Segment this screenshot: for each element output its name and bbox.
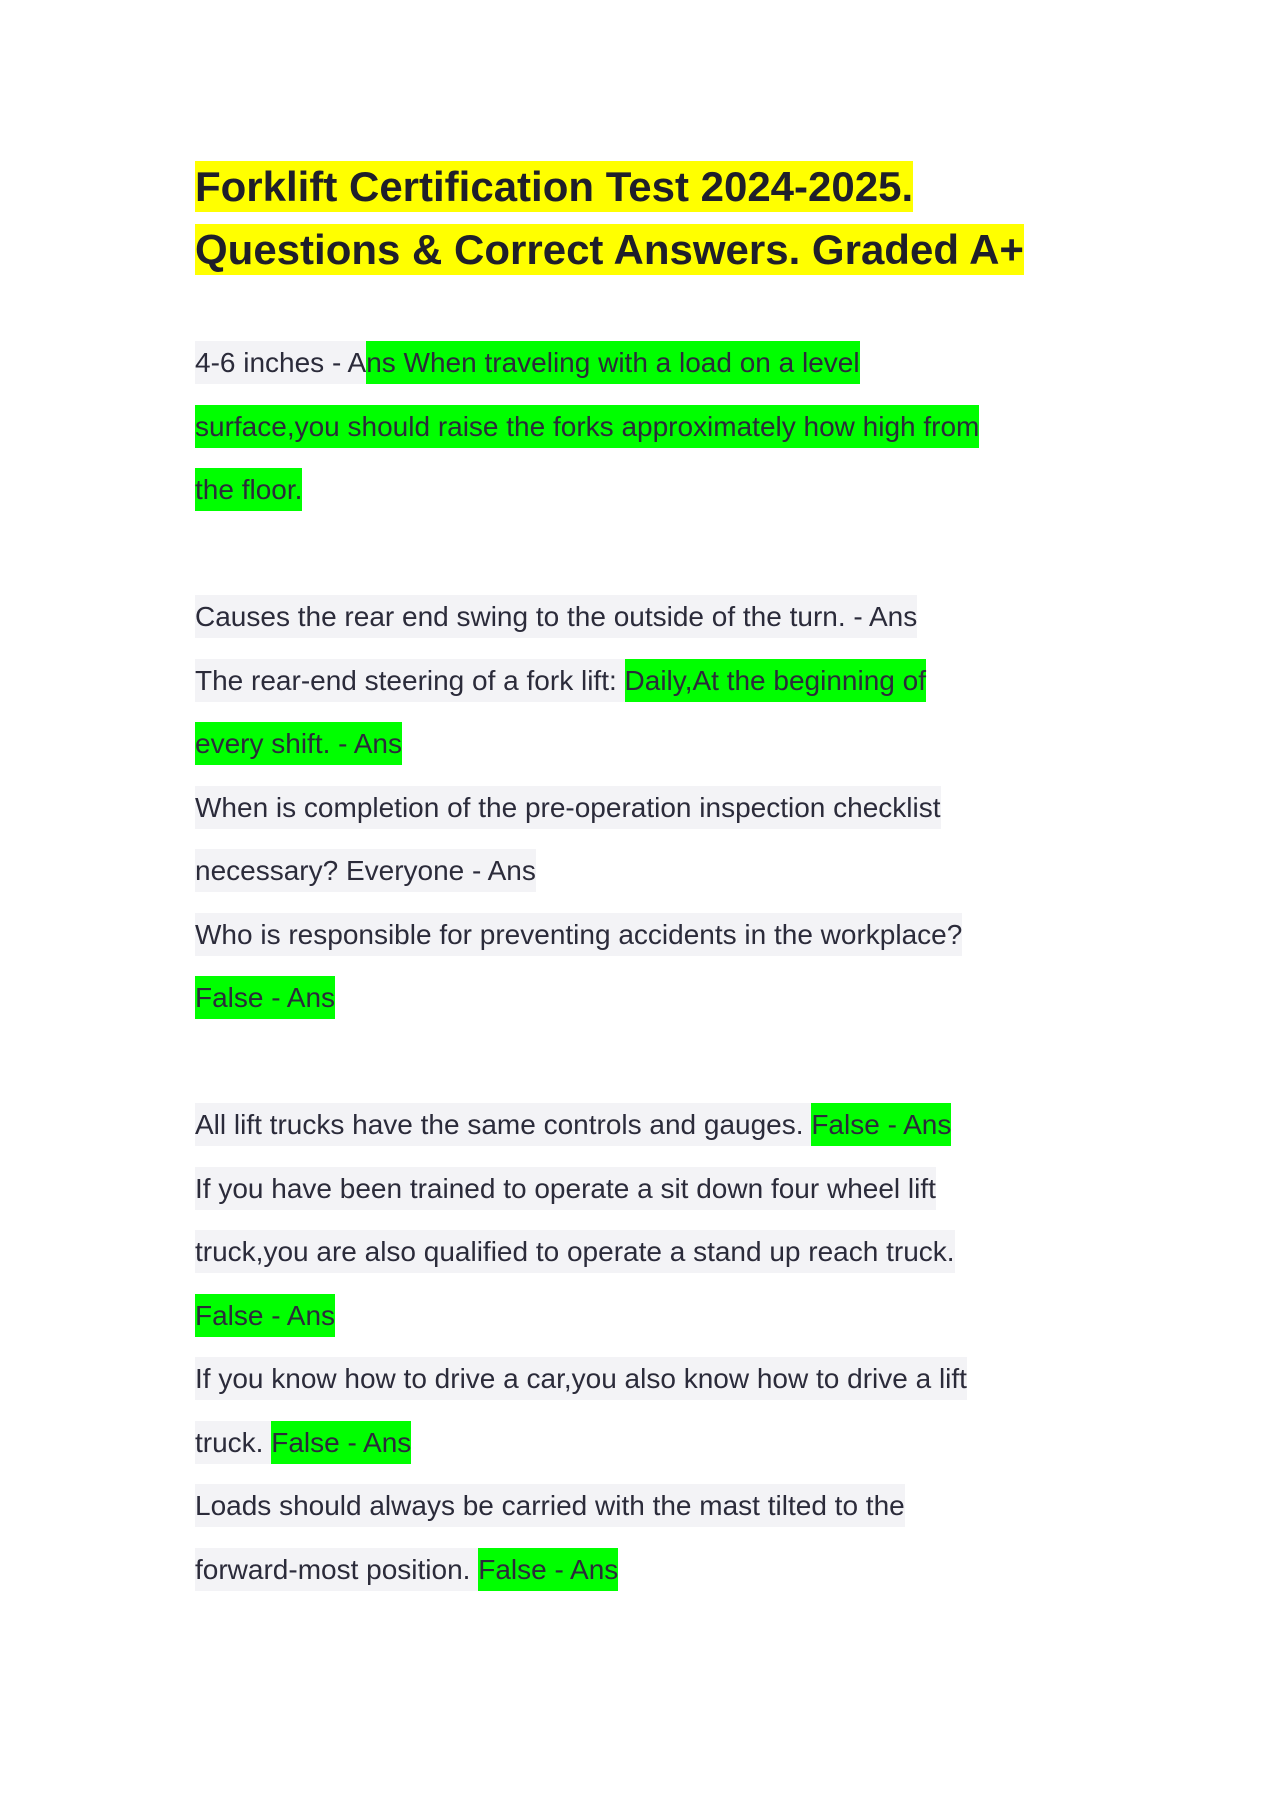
text-line	[195, 1220, 1105, 1284]
document-page	[195, 155, 1105, 1601]
highlighted-text: ns When traveling with a load on a level	[366, 341, 859, 384]
text-line	[195, 1093, 1105, 1157]
text-line	[195, 903, 1105, 967]
plain-text: 4-6 inches - A	[195, 341, 366, 384]
text-line	[195, 776, 1105, 840]
text-line	[195, 585, 1105, 649]
highlighted-text: False - Ans	[195, 1294, 335, 1337]
blank-line	[195, 1030, 1105, 1094]
blank-line	[195, 522, 1105, 586]
text-line	[195, 331, 1105, 395]
plain-text: The rear-end steering of a fork lift:	[195, 659, 625, 702]
plain-text: Who is responsible for preventing accidents in the workplace?	[195, 913, 962, 956]
text-line	[195, 458, 1105, 522]
text-line	[195, 839, 1105, 903]
title-line-1: Forklift Certification Test 2024-2025.	[195, 163, 914, 210]
text-line	[195, 649, 1105, 713]
highlighted-text: surface,you should raise the forks approximately how high from	[195, 405, 979, 448]
highlighted-text: False - Ans	[271, 1421, 411, 1464]
plain-text: necessary? Everyone - Ans	[195, 849, 536, 892]
text-line	[195, 712, 1105, 776]
text-line	[195, 1284, 1105, 1348]
plain-text: truck,you are also qualified to operate a stand up reach truck.	[195, 1230, 955, 1273]
title-line-2: Questions & Correct Answers. Graded A+	[195, 226, 1024, 273]
document-title	[195, 155, 1105, 281]
plain-text: If you know how to drive a car,you also know how to drive a lift	[195, 1357, 967, 1400]
highlighted-text: False - Ans	[478, 1548, 618, 1591]
plain-text: Loads should always be carried with the mast tilted to the	[195, 1484, 905, 1527]
plain-text: forward-most position.	[195, 1548, 478, 1591]
plain-text: When is completion of the pre-operation inspection checklist	[195, 786, 941, 829]
highlighted-text: False - Ans	[195, 976, 335, 1019]
text-line	[195, 1538, 1105, 1602]
text-line	[195, 1411, 1105, 1475]
highlighted-text: every shift. - Ans	[195, 722, 402, 765]
text-line	[195, 1474, 1105, 1538]
plain-text: Causes the rear end swing to the outside of the turn. - Ans	[195, 595, 917, 638]
text-line	[195, 1157, 1105, 1221]
qa-content	[195, 331, 1105, 1601]
text-line	[195, 1347, 1105, 1411]
highlighted-text: False - Ans	[811, 1103, 951, 1146]
plain-text: All lift trucks have the same controls and gauges.	[195, 1103, 811, 1146]
highlighted-text: the floor.	[195, 468, 302, 511]
text-line	[195, 395, 1105, 459]
text-line	[195, 966, 1105, 1030]
plain-text: truck.	[195, 1421, 271, 1464]
highlighted-text: Daily,At the beginning of	[625, 659, 926, 702]
plain-text: If you have been trained to operate a sit down four wheel lift	[195, 1167, 936, 1210]
